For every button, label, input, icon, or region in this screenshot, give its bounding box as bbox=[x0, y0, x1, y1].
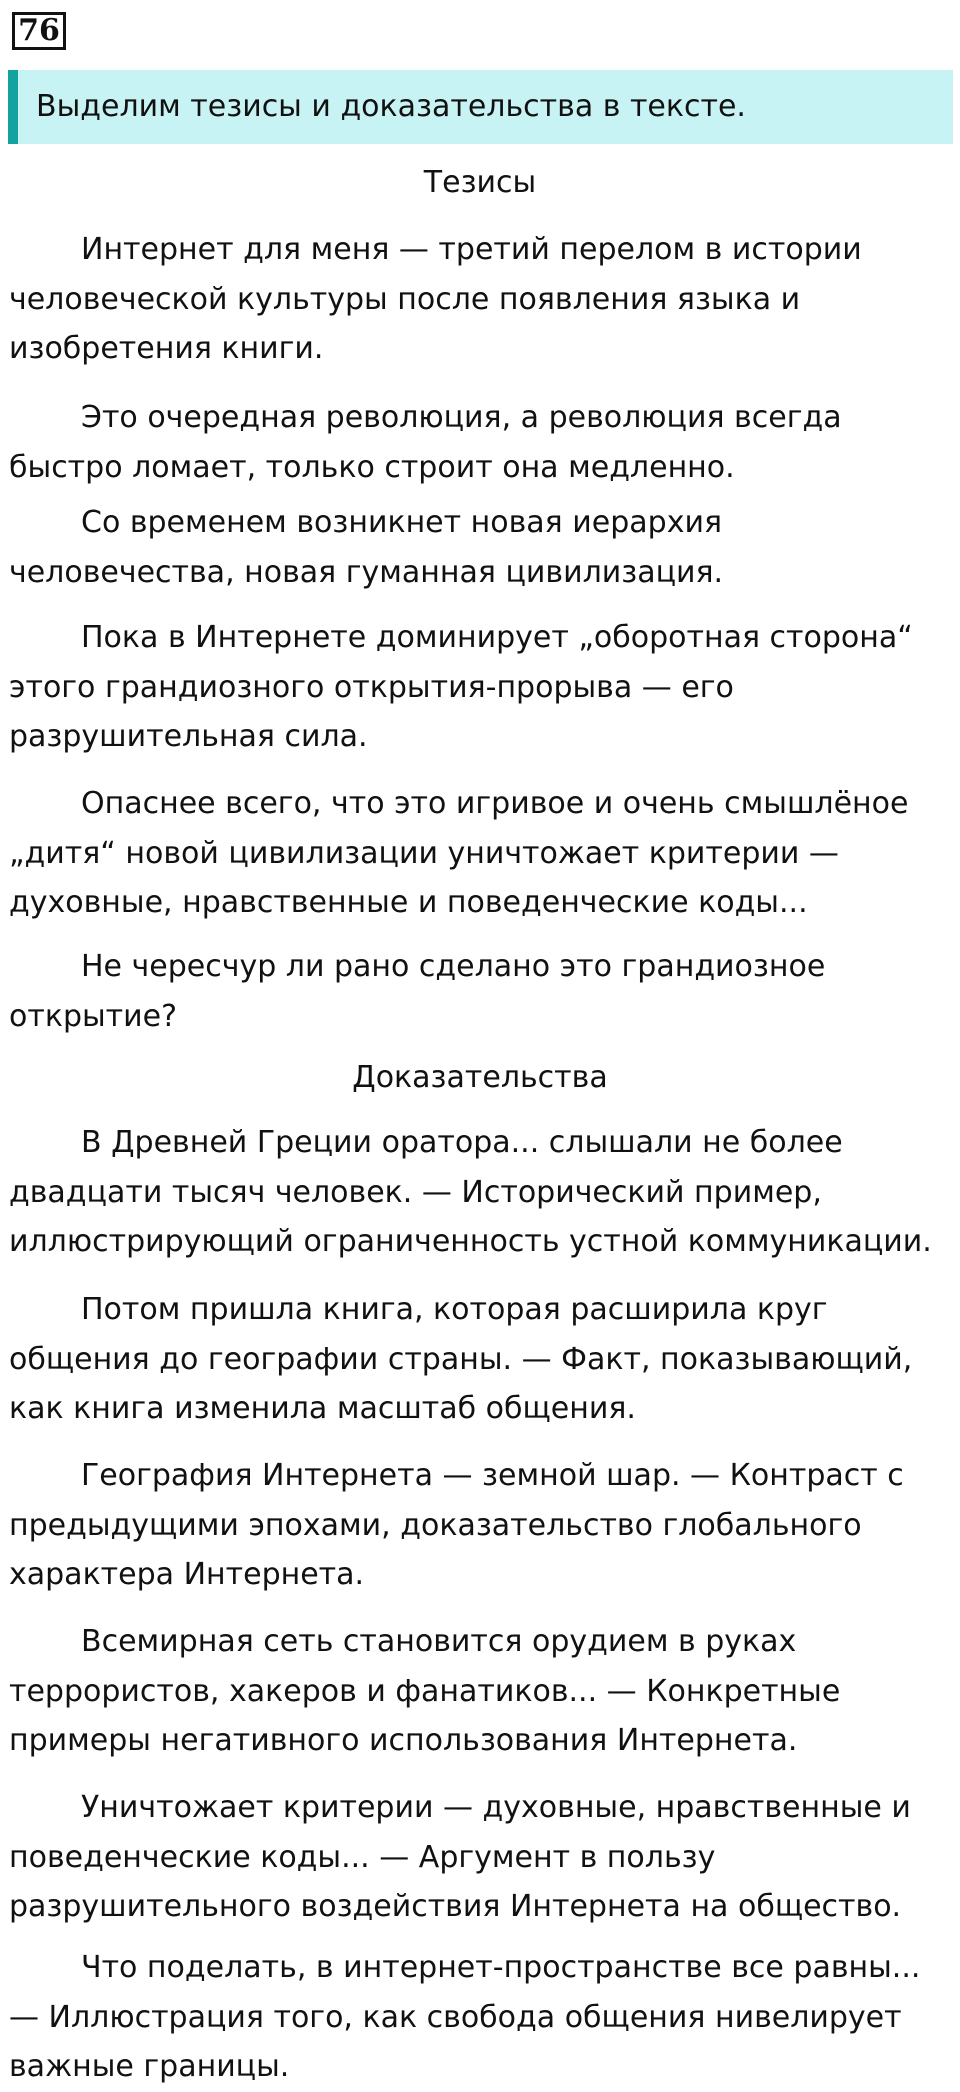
evidence-paragraph-5: Уничтожает критерии — духовные, нравственные и поведенческие коды... — Аргумент в пользу разрушительного воздействия Интернета на общество. bbox=[9, 1790, 911, 1924]
thesis-paragraph-5: Опаснее всего, что это игривое и очень смышлёное „дитя“ новой цивилизации уничтожает критерии — духовные, нравственные и поведенческие коды... bbox=[9, 786, 909, 920]
thesis-paragraph-4: Пока в Интернете доминирует „оборотная сторона“ этого грандиозного открытия-прорыва — его разрушительная сила. bbox=[9, 620, 913, 754]
evidence-paragraph-3: География Интернета — земной шар. — Контраст с предыдущими эпохами, доказательство глобального характера Интернета. bbox=[9, 1458, 904, 1592]
evidence-paragraph-4: Всемирная сеть становится орудием в руках террористов, хакеров и фанатиков... — Конкретные примеры негативного использования Интернета. bbox=[9, 1624, 841, 1758]
evidence-paragraph-6: Что поделать, в интернет-пространстве все равны... — Иллюстрация того, как свобода общения нивелирует важные границы. bbox=[9, 1950, 921, 2084]
thesis-paragraph-3: Со временем возникнет новая иерархия человечества, новая гуманная цивилизация. bbox=[9, 505, 724, 590]
evidence-heading: Доказательства bbox=[352, 1060, 608, 1095]
thesis-paragraph-1: Интернет для меня — третий перелом в истории человеческой культуры после появления языка и изобретения книги. bbox=[9, 232, 862, 366]
task-instruction-banner: Выделим тезисы и доказательства в тексте. bbox=[8, 70, 953, 144]
evidence-paragraph-1: В Древней Греции оратора... слышали не более двадцати тысяч человек. — Исторический пример, иллюстрирующий ограниченность устной коммуникации. bbox=[9, 1125, 932, 1259]
evidence-paragraph-2: Потом пришла книга, которая расширила круг общения до географии страны. — Факт, показывающий, как книга изменила масштаб общения. bbox=[9, 1292, 913, 1426]
thesis-paragraph-2: Это очередная революция, а революция всегда быстро ломает, только строит она медленно. bbox=[9, 400, 842, 485]
task-number-badge: 76 bbox=[12, 12, 66, 50]
theses-heading: Тезисы bbox=[423, 165, 537, 200]
thesis-paragraph-6: Не чересчур ли рано сделано это грандиозное открытие? bbox=[9, 949, 826, 1034]
